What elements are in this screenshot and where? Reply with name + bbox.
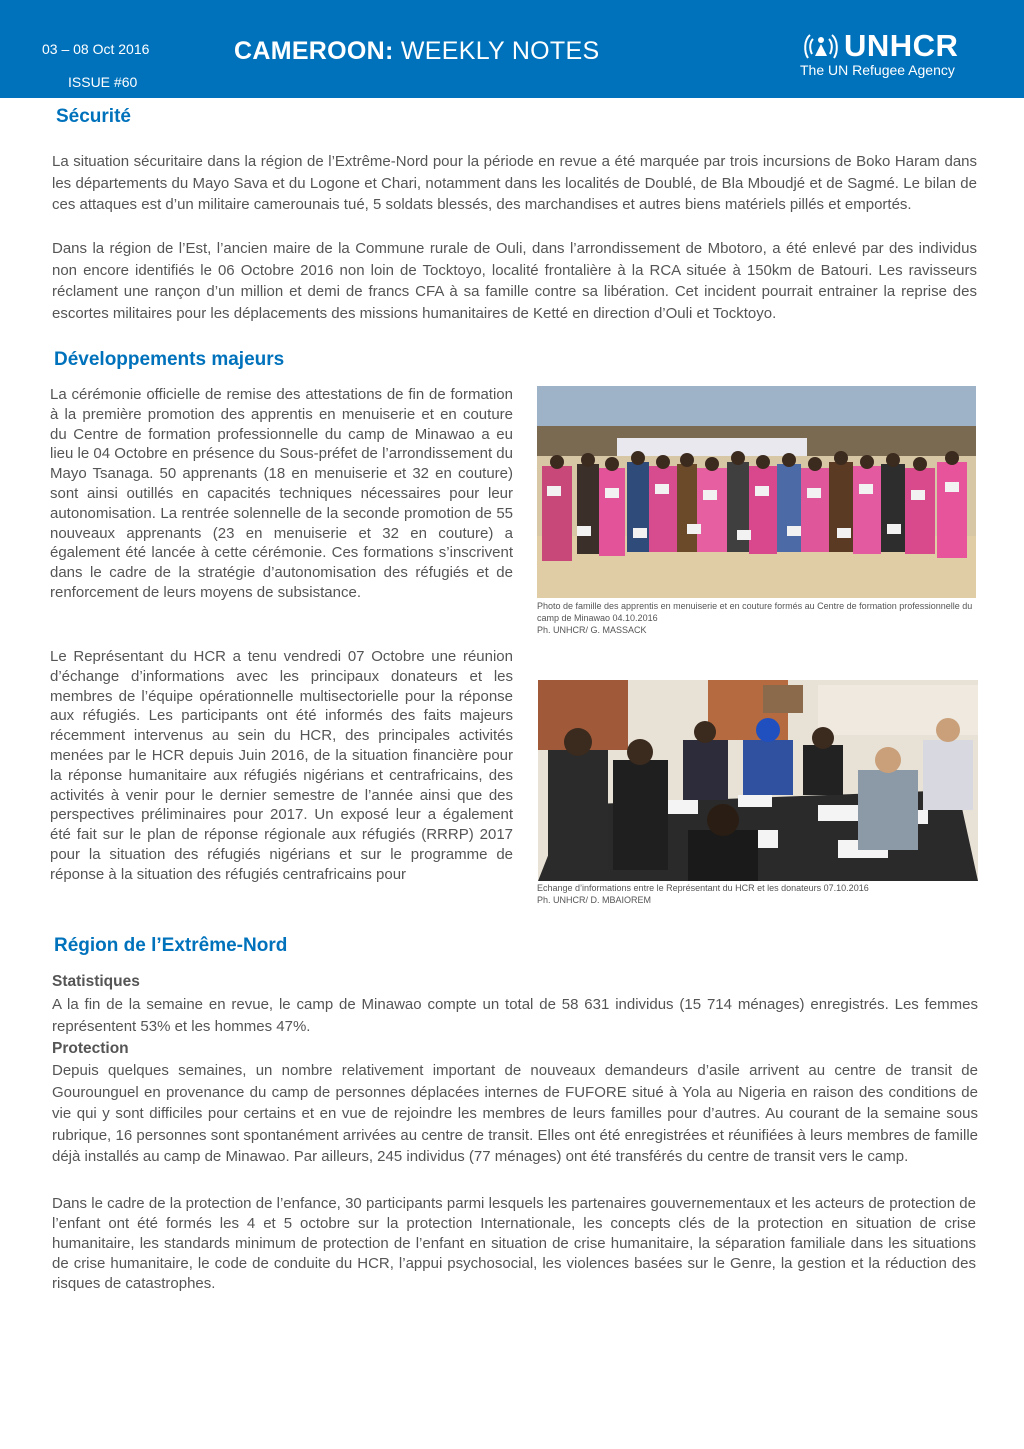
photo-2-credit: Ph. UNHCR/ D. MBAIOREM (537, 895, 652, 905)
protection-paragraph-1: Depuis quelques semaines, un nombre relativement important de nouveaux demandeurs d’asile arrivent au centre de transit de Gourounguel en provenance du camp de personnes déplacées internes de FUFORE situé à Yola au Nigeria en raison des conditions de vie qui y sont difficiles pour certains et en vue de rejoindre les membres de leurs familles pour d’autres. Au courant de la semaine sous rubrique, 16 personnes sont spontanément arrivées au centre de transit. Elles ont été enregistrées et réunifiées à leurs membres de famille déjà installés au camp de Minawao. Par ailleurs, 245 individus (77 ménages) ont été transférés du centre de transit vers le camp. (52, 1062, 978, 1165)
subheading-protection: Protection (52, 1040, 129, 1057)
photo-2-caption (537, 882, 976, 906)
photo-1-caption-text: Photo de famille des apprentis en menuiserie et en couture formés au Centre de formation professionnelle du camp de Minawao 04.10.2016 (537, 601, 973, 623)
photo-graduation-group (537, 386, 976, 598)
protection-paragraph-2: Dans le cadre de la protection de l’enfance, 30 participants parmi lesquels les partenaires gouvernementaux et les acteurs de protection de l’enfant ont été formés les 4 et 5 octobre sur la protection Internationale, les concepts clés de la protection en situation de crise humanitaire, les standards minimum de protection de l’enfant en situation de crise humanitaire, la séparation familiale dans les situations de crise humanitaire, le code de conduite du HCR, l’appui psychosocial, les violences basées sur le Genre, la gestion et la réduction des risques de catastrophes. (52, 1195, 976, 1292)
page-title (234, 37, 599, 66)
photo-donor-meeting (538, 680, 978, 881)
section-heading-extreme-nord: Région de l’Extrême-Nord (54, 935, 288, 956)
logo-name: UNHCR (844, 28, 959, 63)
developpements-paragraph-2: Le Représentant du HCR a tenu vendredi 07 Octobre une réunion d’échange d’informations avec les principaux donateurs et les membres de l’équipe opérationnelle multisectorielle pour la réponse aux réfugiés. Les participants ont été informés des faits majeurs récemment intervenus au sein du HCR, des principales activités menées par le HCR depuis Juin 2016, de la situation financière pour la réponse humanitaire aux réfugiés nigérians et centrafricains, des activités à venir pour le dernier semestre de l’année ainsi que des perspectives préliminaires pour 2017. Un exposé leur a également été fait sur le plan de réponse régionale aux réfugiés (RRRP) 2017 pour la situation des réfugiés nigérians et sur le programme de réponse à la situation des réfugiés centrafricains pour (50, 648, 513, 883)
statistiques-paragraph: A la fin de la semaine en revue, le camp de Minawao compte un total de 58 631 individus (15 714 ménages) enregistrés. Les femmes représentent 53% et les hommes 47%. (52, 996, 978, 1035)
issue-number: ISSUE #60 (68, 74, 138, 90)
issue-date: 03 – 08 Oct 2016 (42, 41, 150, 57)
unhcr-emblem-icon (800, 30, 842, 62)
meeting-photo-image (538, 680, 978, 881)
title-country: CAMEROON: (234, 37, 394, 65)
developpements-paragraph-1: La cérémonie officielle de remise des attestations de fin de formation à la première promotion des apprentis en menuiserie et en couture du Centre de formation professionnelle du camp de Minawao a eu lieu le 04 Octobre en présence du Sous-préfet de l’arrondissement du Mayo Tsanaga. 50 apprenants (18 en menuiserie et 32 en couture) sont ainsi outillés en capacités techniques nécessaires pour leur autonomisation. La rentrée solennelle de la seconde promotion de 55 nouveaux apprenants (23 en menuiserie et 32 en couture) a également été lancée à cette cérémonie. Ces formations s’inscrivent dans le cadre de la stratégie d’autonomisation des réfugiés et de renforcement de leurs moyens de subsistance. (50, 386, 513, 601)
section-heading-securite: Sécurité (56, 106, 131, 127)
securite-paragraph-2: Dans la région de l’Est, l’ancien maire de la Commune rurale de Ouli, dans l’arrondissement de Mbotoro, a été enlevé par des individus non encore identifiés le 06 Octobre 2016 non loin de Tocktoyo, localité frontalière à la RCA située à 150km de Batouri. Les ravisseurs réclament une rançon d’un million et demi de francs CFA à sa famille contre sa libération. Cet incident pourrait entrainer la reprise des escortes militaires pour les déplacements des missions humanitaires de Ketté en direction d’Ouli et Tocktoyo. (52, 240, 977, 322)
unhcr-logo (800, 30, 990, 82)
photo-2-caption-text: Echange d’informations entre le Représentant du HCR et les donateurs 07.10.2016 (537, 883, 869, 893)
header-bar (0, 0, 1024, 98)
title-rest: WEEKLY NOTES (393, 37, 600, 65)
subheading-statistiques: Statistiques (52, 973, 140, 990)
photo-1-caption (537, 600, 976, 636)
graduation-photo-image (537, 386, 976, 598)
securite-paragraph-1: La situation sécuritaire dans la région de l’Extrême-Nord pour la période en revue a été marquée par trois incursions de Boko Haram dans les départements du Mayo Sava et du Logone et Chari, notamment dans les localités de Doublé, de Bla Mboudjé et de Sagmé. Le bilan de ces attaques est d’un militaire camerounais tué, 5 soldats blessés, des marchandises et autres biens matériels pillés et emportés. (52, 153, 977, 213)
logo-tagline: The UN Refugee Agency (800, 62, 955, 78)
section-heading-developpements: Développements majeurs (54, 349, 285, 370)
photo-1-credit: Ph. UNHCR/ G. MASSACK (537, 625, 647, 635)
